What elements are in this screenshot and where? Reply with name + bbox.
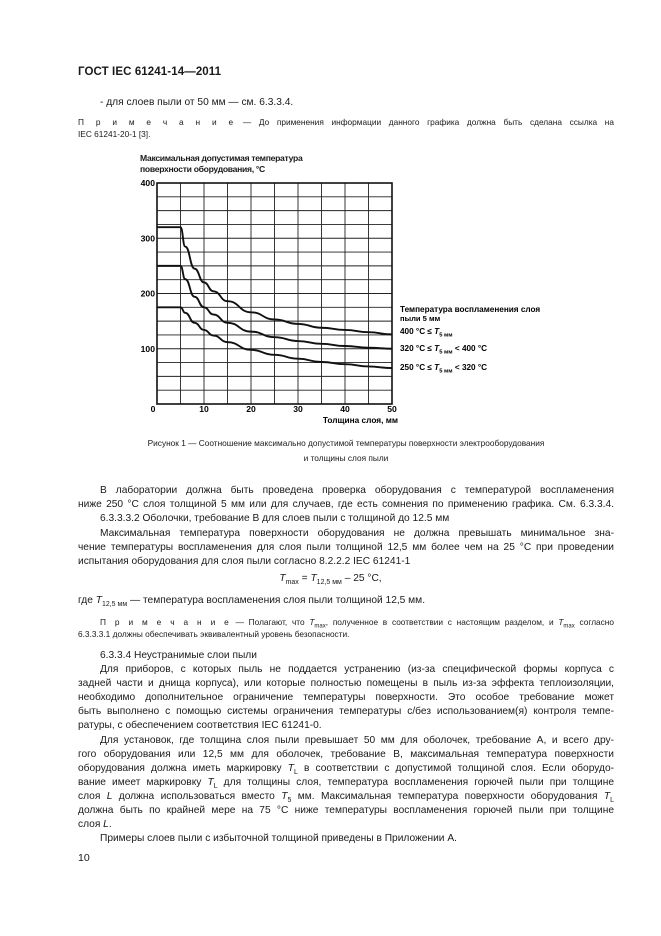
formula-explanation [78,594,425,612]
paragraph-line: чение температуры воспламенения для слоя пыли толщиной 12,5 мм более чем на 25 °С при проведении [78,542,614,553]
formula-sub: 12,5 мм [316,579,342,587]
text-sub: L [610,797,614,805]
chart-ylabel-line-1: Максимальная допустимая температура [140,153,303,163]
paragraph-line: задней части и днища корпуса), или которые полностью помещены в пыль из-за эффекта теплоизоляции, [78,678,614,689]
paragraph-line: гого оборудования или 12,5 мм для оболочек, требование В, максимальная температура поверхности [78,749,614,760]
note-label: П р и м е ч а н и е [78,117,236,127]
text-var: L [103,819,109,830]
note-var: T [309,617,315,627]
y-tick-label: 400 [140,178,155,188]
text-run: вание имеет маркировку [78,777,208,788]
list-item: - для слоев пыли от 50 мм — см. 6.3.3.4. [100,97,294,108]
text-sub: L [293,769,298,777]
note-line-2: IEC 61241-20-1 [3]. [78,129,151,139]
x-tick-label: 50 [387,404,397,414]
figure-caption [78,436,614,466]
legend-entry-2: 320 $^\circ С \le T_{5 мм} < 400$ °С [400,344,488,356]
paragraph-line [78,818,112,832]
formula-var: T [310,573,317,584]
text-sub: 5 [287,797,292,805]
note-line-2: 6.3.3.3.1 должны обеспечивать эквивалентный уровень безопасности. [78,629,350,639]
paragraph-line: Максимальная температура поверхности оборудования не должна превышать минимальное зна- [100,528,614,539]
text-run: . [108,819,112,830]
figure-caption-line-1: Рисунок 1 — Соотношение максимально допустимой температуры поверхности электрооборудования [147,438,545,448]
legend-entry-3: 250 $^\circ С \le T_{5 мм} < 320$ °С [400,363,488,375]
section-heading: 6.3.3.3.2 Оболочки, требование В для слоев пыли с толщиной до 12.5 мм [100,513,450,524]
note-text: согласно [574,617,615,627]
text-run: оборудования должна иметь маркировку [78,763,288,774]
chart-x-ticks [151,404,397,414]
formula [0,573,661,586]
text-sub: L [213,783,218,791]
paragraph-line: ратуры, с обеспечением соответствия IEC 61241-0. [78,720,322,731]
text-run: в соответствии с допустимой толщиной слоя. Если оборудо- [297,763,614,774]
page-number: 10 [78,852,90,864]
x-tick-label: 20 [246,404,256,414]
note-text: , полученное в соответствии с настоящим разделом, и [325,617,559,627]
text-var: L [106,791,113,802]
y-tick-label: 200 [140,288,155,299]
x-tick-label: 0 [150,404,156,414]
text-run: должна использоваться вместо [112,791,282,802]
formula-sub: max [285,579,299,587]
note-var: T [558,617,564,627]
legend-title-line-1: Температура воспламенения слоя [400,305,541,314]
note-sub: max [563,623,575,630]
figure-caption-line-2: и толщины слоя пыли [303,453,389,463]
legend-entry-1: 400 $^\circ С \le T_{5 мм}$ [400,327,453,339]
paragraph-line: должна быть по крайней мере на 75 °С ниже температуры воспламенения горючей пыли при толщине [78,805,614,816]
paragraph-line: Примеры слоев пыли с избыточной толщиной приведены в Приложении А. [100,833,457,844]
x-tick-label: 10 [199,404,209,414]
paragraph-line: Для приборов, с которых пыль не поддается устранению (из-за специфической формы корпуса с [100,664,614,675]
where-text: — температура воспламенения слоя пыли толщиной 12,5 мм. [127,595,426,606]
where-var: T [95,595,102,606]
chart-xlabel: Толщина слоя, мм [322,415,398,425]
legend-title-line-2: пыли 5 мм [400,314,441,323]
note-text: — До применения информации данного графика должна быть сделана ссылка на [235,117,615,127]
section-heading: 6.3.3.4 Неустранимые слои пыли [100,650,257,661]
paragraph-line: необходимо дополнительное ограничение температуры поверхности. Это особое требование может [78,692,614,703]
note-text: — Полагают, что [230,617,310,627]
x-tick-label: 30 [293,404,303,414]
formula-var: T [279,573,286,584]
document-header: ГОСТ IEC 61241-14—2011 [78,66,222,78]
text-run: слоя [78,819,104,830]
text-var: T [603,791,611,802]
chart-ylabel-line-2: поверхности оборудования, °С [140,163,265,174]
text-var: T [207,777,214,788]
paragraph-line: Для установок, где толщина слоя пыли превышает 50 мм для оболочек, требование А, и всего дру- [100,735,614,746]
text-run: для толщины слоя, температура воспламенения горючей пыли при толщине [217,777,615,788]
y-tick-label: 300 [140,233,155,244]
paragraph-line: испытания оборудования для слоя пыли согласно 8.2.2.2 IEC 61241-1 [78,556,411,567]
where-pre: где [78,595,96,606]
text-var: T [287,763,294,774]
x-tick-label: 40 [340,404,350,414]
chart-legend [400,327,487,375]
text-var: T [281,791,288,802]
formula-eq: = [298,573,311,584]
paragraph-line: быть выполнено с помощью системы ограничения температуры с/без использованием(я) контроля темпе- [78,706,614,717]
paragraph-line: В лаборатории должна быть проведена проверка оборудования с температурой воспламенения [100,485,614,496]
formula-tail: – 25 °С, [341,573,382,584]
text-run: мм. Максимальная температура поверхности оборудования [291,791,604,802]
note-label: П р и м е ч а н и е [100,617,231,627]
where-sub: 12,5 мм [101,601,128,609]
text-run: слоя [78,791,107,802]
y-tick-label: 100 [140,343,155,354]
chart-y-ticks [141,178,156,354]
paragraph-line: ниже 250 °С слоя толщиной 5 мм или для случаев, где есть сомнения по применению графика. См. 6.3.3.4. [78,499,614,510]
note-sub: max [314,623,326,630]
